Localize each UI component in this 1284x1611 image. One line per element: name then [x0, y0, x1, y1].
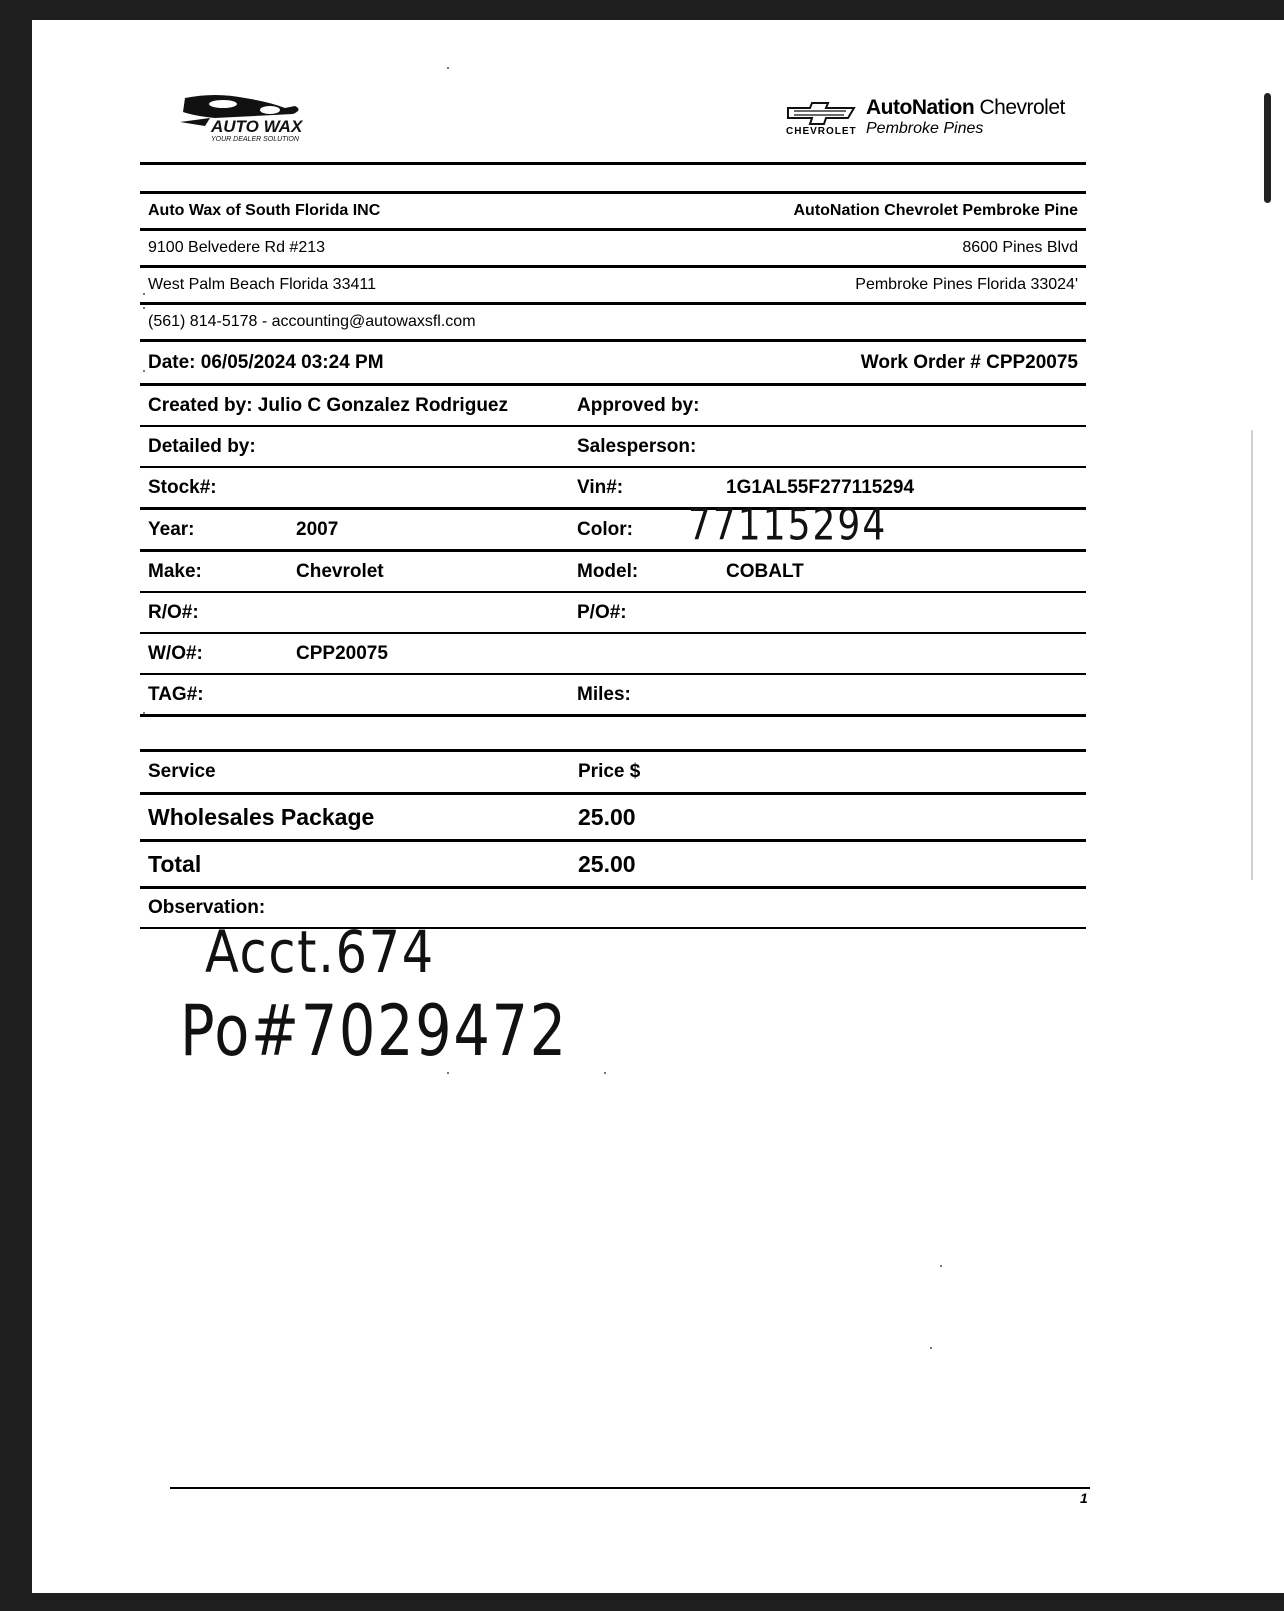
total-label: Total [140, 841, 570, 888]
wo-value: CPP20075 [288, 633, 569, 674]
miles-label: Miles: [569, 674, 718, 716]
color-label: Color: [569, 509, 718, 551]
chevrolet-bowtie-icon [786, 102, 856, 126]
price-header: Price $ [570, 751, 1086, 794]
wo-label: W/O#: [140, 633, 288, 674]
stock-label: Stock#: [140, 467, 288, 509]
stock-value [288, 467, 569, 509]
po-value [718, 592, 1086, 633]
autonation-chevrolet-logo [786, 96, 1086, 146]
empty-cell [569, 633, 718, 674]
work-order-number: Work Order # CPP20075 [645, 341, 1086, 385]
scroll-track [1251, 430, 1253, 880]
speck [930, 1347, 932, 1349]
year-label: Year: [140, 509, 288, 551]
salesperson: Salesperson: [569, 426, 1086, 467]
chevrolet-wordmark: CHEVROLET [786, 126, 857, 137]
scrollbar[interactable] [1251, 20, 1284, 1593]
svg-text:YOUR DEALER SOLUTION: YOUR DEALER SOLUTION [211, 136, 299, 143]
vendor-address1: 9100 Belvedere Rd #213 [140, 230, 645, 267]
handwritten-po-note: Po#7029472 [180, 990, 568, 1072]
year-value: 2007 [288, 509, 569, 551]
service-header: Service [140, 751, 570, 794]
tag-label: TAG#: [140, 674, 288, 716]
vendor-contact: (561) 814-5178 - accounting@autowaxsfl.com [140, 304, 645, 341]
total-value: 25.00 [570, 841, 1086, 888]
service-name: Wholesales Package [140, 794, 570, 841]
speck [940, 1265, 942, 1267]
dealer-address1: 8600 Pines Blvd [645, 230, 1086, 267]
svg-text:AUTO WAX: AUTO WAX [211, 117, 303, 136]
scroll-thumb[interactable] [1264, 93, 1271, 203]
vendor-address2: West Palm Beach Florida 33411 [140, 267, 645, 304]
order-date: Date: 06/05/2024 03:24 PM [140, 341, 645, 385]
po-label: P/O#: [569, 592, 718, 633]
dealer-location: Pembroke Pines [866, 120, 984, 137]
handwritten-acct-note: Acct.674 [205, 918, 435, 986]
speck [447, 67, 449, 69]
service-price: 25.00 [570, 794, 1086, 841]
empty-cell [645, 304, 1086, 341]
make-label: Make: [140, 551, 288, 593]
make-value: Chevrolet [288, 551, 569, 593]
observation-label: Observation: [140, 888, 1086, 929]
dealer-address2: Pembroke Pines Florida 33024' [645, 267, 1086, 304]
miles-value [718, 674, 1086, 716]
handwritten-color-note: 77115294 [688, 500, 888, 551]
address-table [140, 191, 1086, 386]
model-value: COBALT [718, 551, 1086, 593]
footer-rule [170, 1487, 1090, 1489]
work-order-form [140, 70, 1086, 929]
detailed-by: Detailed by: [140, 426, 569, 467]
autonation-title: AutoNation Chevrolet [866, 96, 1065, 119]
ro-label: R/O#: [140, 592, 288, 633]
page-number: 1 [1080, 1490, 1088, 1506]
empty-cell [718, 633, 1086, 674]
ro-value [288, 592, 569, 633]
letterhead [140, 70, 1086, 165]
services-table [140, 749, 1086, 929]
tag-value [288, 674, 569, 716]
created-by: Created by: Julio C Gonzalez Rodriguez [140, 386, 569, 426]
vin-label: Vin#: [569, 467, 718, 509]
model-label: Model: [569, 551, 718, 593]
speck [447, 1072, 449, 1074]
dealer-name: AutoNation Chevrolet Pembroke Pine [645, 193, 1086, 230]
speck [604, 1072, 606, 1074]
vehicle-details-table [140, 386, 1086, 717]
vin-value: 1G1AL55F277115294 [718, 467, 1086, 509]
approved-by: Approved by: [569, 386, 1086, 426]
autowax-logo [175, 88, 315, 148]
vendor-name: Auto Wax of South Florida INC [140, 193, 645, 230]
